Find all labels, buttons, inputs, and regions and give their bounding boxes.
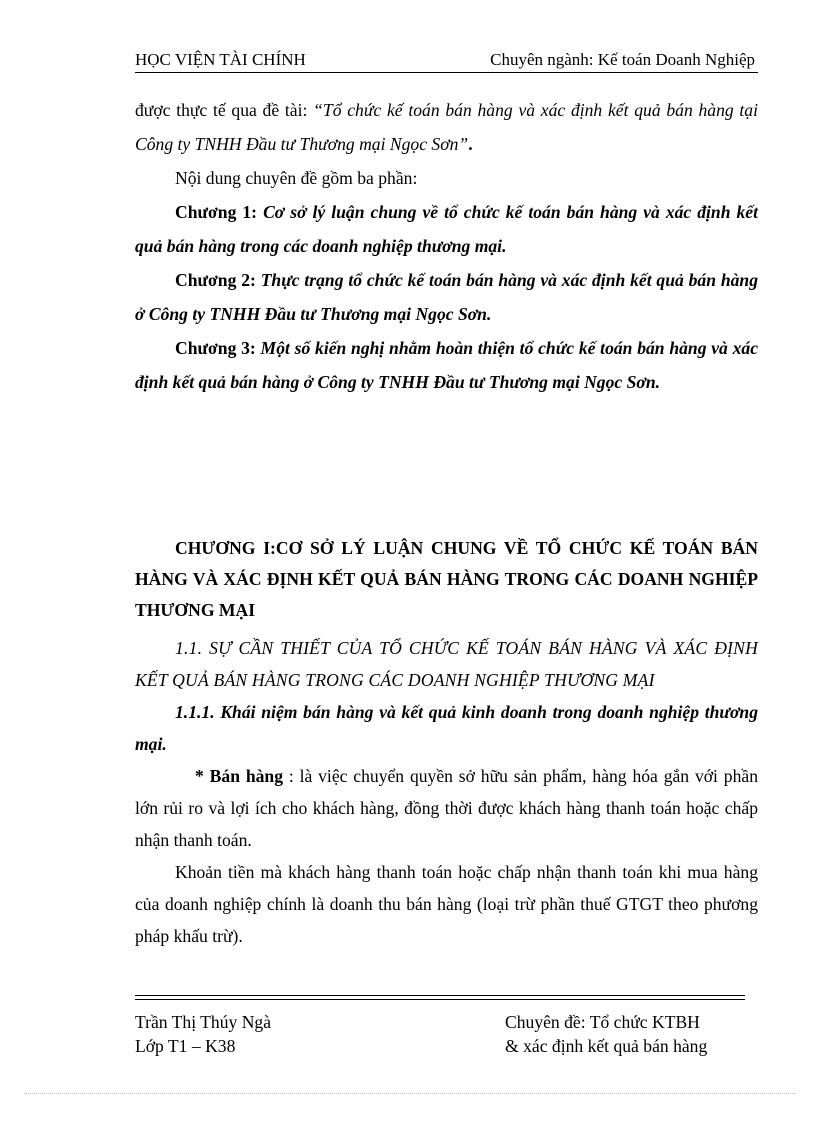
footer-author: Trần Thị Thúy Ngà	[135, 1012, 272, 1032]
header-major: Chuyên ngành: Kế toán Doanh Nghiệp	[490, 50, 755, 69]
chapter-3-label: Chương 3:	[175, 338, 261, 358]
footer-rule-top	[135, 995, 745, 996]
header-rule	[135, 72, 758, 73]
definition-text: : là việc chuyển quyền sở hữu sản phẩm, hàng hóa gắn với phần lớn rủi ro và lợi ích cho khách hàng, đồng thời được khách hàng thanh toán hoặc chấp nhận thanh toán.	[135, 766, 758, 850]
section-1-1-heading: 1.1. SỰ CẦN THIẾT CỦA TỔ CHỨC KẾ TOÁN BÁN HÀNG VÀ XÁC ĐỊNH KẾT QUẢ BÁN HÀNG TRONG CÁC DOANH NGHIỆP THƯƠNG MẠI	[135, 638, 758, 690]
footer-left	[135, 1010, 271, 1058]
definition-bullet: *	[195, 766, 210, 786]
intro-section	[135, 93, 758, 399]
page-header	[135, 50, 755, 72]
footer-rule-bottom	[135, 999, 745, 1000]
chapter-heading-block	[135, 533, 758, 626]
intro-topic: “Tổ chức kế toán bán hàng và xác định kết quả bán hàng tại Công ty TNHH Đầu tư Thương mại Ngọc Sơn”	[135, 100, 758, 154]
intro-paragraph	[135, 93, 758, 161]
intro-lead: được thực tế qua đề tài:	[135, 100, 314, 120]
contents-intro: Nội dung chuyên đề gồm ba phần:	[175, 168, 418, 188]
footer-topic-line1: Chuyên đề: Tổ chức KTBH	[505, 1012, 700, 1032]
chapter-3-item	[135, 331, 758, 399]
chapter-2-title: Thực trạng tổ chức kế toán bán hàng và xác định kết quả bán hàng ở Công ty TNHH Đầu tư Thương mại Ngọc Sơn.	[135, 270, 758, 324]
intro-end: .	[468, 134, 473, 154]
chapter-1-item	[135, 195, 758, 263]
chapter-1-label: Chương 1:	[175, 202, 264, 222]
header-institution: HỌC VIỆN TÀI CHÍNH	[135, 50, 306, 69]
revenue-paragraph: Khoản tiền mà khách hàng thanh toán hoặc chấp nhận thanh toán khi mua hàng của doanh nghiệp chính là doanh thu bán hàng (loại trừ phần thuế GTGT theo phương pháp khấu trừ).	[135, 862, 758, 946]
footer-right	[505, 1010, 707, 1058]
definition-paragraph	[135, 760, 758, 856]
footer-class: Lớp T1 – K38	[135, 1036, 236, 1056]
section-1-1-1-heading: 1.1.1. Khái niệm bán hàng và kết quả kinh doanh trong doanh nghiệp thương mại.	[135, 702, 758, 754]
chapter-2-label: Chương 2:	[175, 270, 261, 290]
chapter-2-item	[135, 263, 758, 331]
section-content	[135, 632, 758, 952]
chapter-heading: CHƯƠNG I:CƠ SỞ LÝ LUẬN CHUNG VỀ TỔ CHỨC KẾ TOÁN BÁN HÀNG VÀ XÁC ĐỊNH KẾT QUẢ BÁN HÀNG TRONG CÁC DOANH NGHIỆP THƯƠNG MẠI	[135, 538, 758, 620]
page-bottom-border	[25, 1093, 795, 1094]
footer-topic-line2: & xác định kết quả bán hàng	[505, 1036, 708, 1056]
chapter-3-title: Một số kiến nghị nhằm hoàn thiện tổ chức kế toán bán hàng và xác định kết quả bán hàng ở Công ty TNHH Đầu tư Thương mại Ngọc Sơn.	[135, 338, 759, 392]
chapter-1-title: Cơ sở lý luận chung về tổ chức kế toán bán hàng và xác định kết quả bán hàng trong các doanh nghiệp thương mại.	[135, 202, 759, 256]
definition-term: Bán hàng	[209, 766, 283, 786]
